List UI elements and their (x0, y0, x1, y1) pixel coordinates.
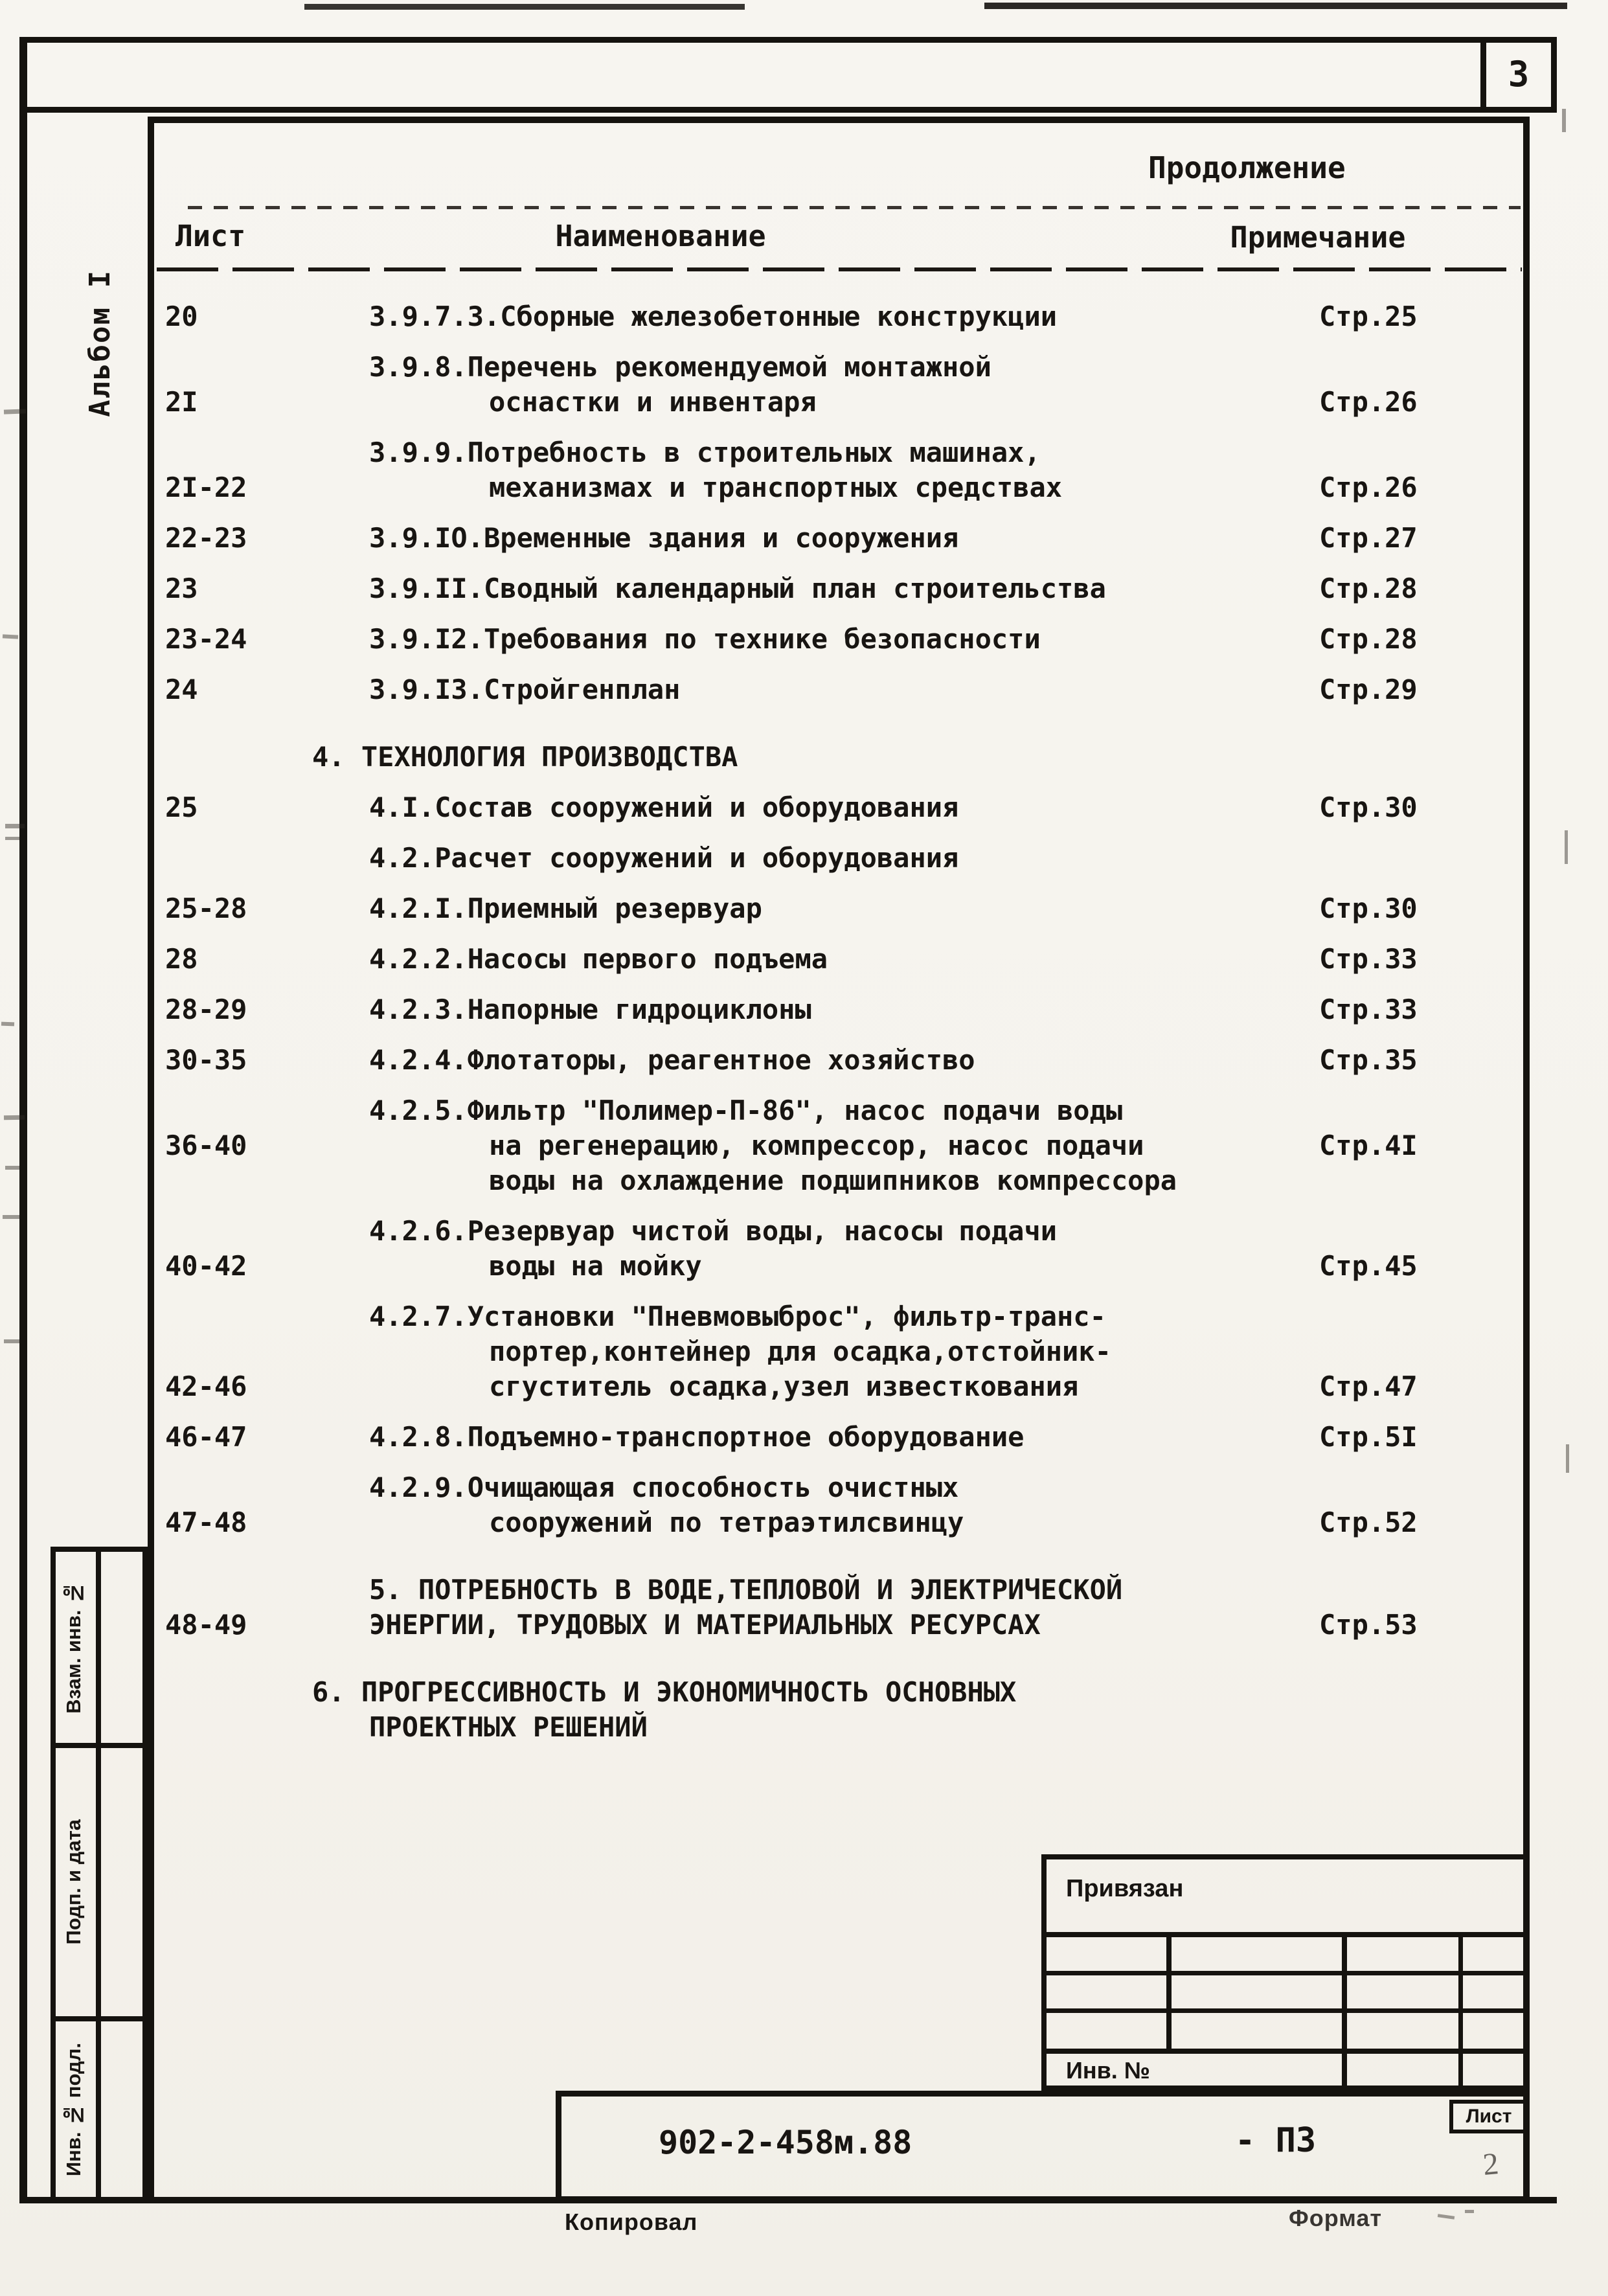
toc-entry-line: 4. ТЕХНОЛОГИЯ ПРОИЗВОДСТВА (312, 741, 738, 773)
toc-entry (369, 841, 1535, 876)
toc-entry-sheet: 42-46 (165, 1370, 247, 1402)
toc-entry (165, 350, 1535, 420)
toc-section (312, 740, 1535, 775)
sidebar-divider (56, 1743, 142, 1748)
toc-entry (165, 1299, 1535, 1404)
toc-entry-line: 4.2.9.Очищающая способность очистных (369, 1472, 959, 1503)
toc-entry-sheet: 22-23 (165, 522, 247, 554)
scan-noise (1465, 2210, 1474, 2213)
toc-entry-line: 4.2.Расчет сооружений и оборудования (369, 842, 959, 874)
title-block-line (1047, 2049, 1524, 2054)
toc-entry (165, 1043, 1535, 1078)
toc-entry-line: 3.9.IO.Временные здания и сооружения (369, 522, 959, 554)
toc-entry-line: 3.9.II.Сводный календарный план строительства (369, 573, 1106, 604)
column-header-sheet: Лист (175, 219, 246, 253)
format-label: Формат (1289, 2205, 1383, 2231)
scan-noise (5, 837, 19, 840)
toc-entry (165, 521, 1535, 556)
toc-entry-line: 6. ПРОГРЕССИВНОСТЬ И ЭКОНОМИЧНОСТЬ ОСНОВНЫХ (312, 1676, 1017, 1708)
toc-entry-note: Стр.29 (1319, 674, 1418, 705)
scan-noise (3, 1215, 19, 1219)
album-label (73, 269, 127, 417)
toc-entry-sheet: 2I (165, 386, 198, 418)
toc-entry-sheet: 28-29 (165, 994, 247, 1025)
page-left-border (19, 37, 27, 2203)
page-number-badge (1486, 40, 1551, 108)
toc-entry-sheet: 46-47 (165, 1421, 247, 1453)
top-strip-divider (1480, 37, 1486, 113)
toc-entry-sheet: 48-49 (165, 1609, 247, 1641)
toc-entry-line: на регенерацию, компрессор, насос подачи (489, 1130, 1144, 1161)
title-block-line (1166, 1932, 1172, 2054)
toc-entry-line: 4.2.8.Подъемно-транспортное оборудование (369, 1421, 1025, 1453)
header-divider (157, 267, 1522, 271)
toc-entry-note: Стр.27 (1319, 522, 1418, 554)
toc-entry-sheet: 23 (165, 573, 198, 604)
toc-entry-note: Стр.28 (1319, 623, 1418, 655)
toc-entry-sheet: 25 (165, 791, 198, 823)
scan-noise (5, 824, 25, 828)
scan-noise (4, 409, 26, 414)
toc-entry-note: Стр.26 (1319, 386, 1418, 418)
toc-entry (165, 435, 1535, 505)
toc-entry-line: 3.9.I2.Требования по технике безопасности (369, 623, 1041, 655)
toc-section (312, 1675, 1535, 1745)
toc-section (165, 1573, 1535, 1642)
toc-entry-note: Стр.45 (1319, 1250, 1418, 1282)
sidebar-cell-vzam (56, 1552, 92, 1743)
toc-entry-note: Стр.26 (1319, 472, 1418, 503)
toc-entry-line: ПРОЕКТНЫХ РЕШЕНИЙ (369, 1711, 648, 1743)
inventory-number-label: Инв. № (1066, 2057, 1150, 2084)
toc-entry (165, 571, 1535, 606)
doc-number-strip (556, 2091, 1530, 2202)
toc-entry-sheet: 23-24 (165, 623, 247, 655)
scan-noise (1562, 109, 1566, 132)
toc-entry (165, 1214, 1535, 1284)
scan-noise (3, 634, 18, 639)
scan-noise (4, 1339, 19, 1343)
toc-entry (165, 992, 1535, 1027)
toc-entry-note: Стр.5I (1319, 1421, 1418, 1453)
toc-entry (165, 790, 1535, 825)
toc-entry (165, 1420, 1535, 1455)
scan-noise (5, 1166, 19, 1170)
toc-entry-sheet: 30-35 (165, 1044, 247, 1076)
toc-entry (165, 1470, 1535, 1540)
toc-entry-line: ЭНЕРГИИ, ТРУДОВЫХ И МАТЕРИАЛЬНЫХ РЕСУРСАХ (369, 1609, 1041, 1641)
toc-entry-note: Стр.53 (1319, 1609, 1418, 1641)
scan-noise (1566, 1444, 1569, 1473)
toc-entry-note: Стр.25 (1319, 301, 1418, 332)
toc-entry-note: Стр.4I (1319, 1130, 1418, 1161)
toc-entry-sheet: 2I-22 (165, 472, 247, 503)
top-strip-divider (1551, 37, 1557, 113)
dashed-divider (188, 206, 1521, 209)
toc-entry-note: Стр.30 (1319, 791, 1418, 823)
toc-entry (165, 672, 1535, 707)
toc-entry-line: 5. ПОТРЕБНОСТЬ В ВОДЕ,ТЕПЛОВОЙ И ЭЛЕКТРИЧЕСКОЙ (369, 1574, 1123, 1606)
toc-entry-line: 4.2.4.Флотаторы, реагентное хозяйство (369, 1044, 975, 1076)
title-block-line (1047, 1932, 1524, 1937)
title-block-line (1342, 1932, 1347, 2086)
toc-entry-line: воды на охлаждение подшипников компрессора (489, 1165, 1177, 1196)
toc-entry-sheet: 47-48 (165, 1506, 247, 1538)
toc-entry-note: Стр.47 (1319, 1370, 1418, 1402)
sidebar-divider (96, 1552, 101, 2198)
toc-entry-line: 4.2.7.Установки "Пневмовыброс", фильтр-транс- (369, 1301, 1106, 1332)
toc-entry (165, 1093, 1535, 1198)
sidebar-divider (56, 2016, 142, 2021)
column-header-note: Примечание (1230, 220, 1406, 255)
toc-entry-line: сооружений по тетраэтилсвинцу (489, 1506, 964, 1538)
toc-entry-sheet: 24 (165, 674, 198, 705)
binding-label: Привязан (1066, 1875, 1184, 1902)
toc-entry-line: 3.9.7.3.Сборные железобетонные конструкции (369, 301, 1058, 332)
sheet-label-box (1449, 2100, 1528, 2133)
toc-list (165, 299, 1535, 1760)
toc-entry-line: 3.9.I3.Стройгенплан (369, 674, 681, 705)
sidebar-label-vzam: Взам. инв. № (62, 1581, 85, 1714)
top-strip-line (19, 107, 1557, 113)
toc-entry-line: 4.2.2.Насосы первого подъема (369, 943, 828, 975)
toc-entry-line: 4.2.5.Фильтр "Полимер-П-86", насос подачи воды (369, 1095, 1123, 1126)
stamp-sidebar (51, 1547, 148, 2203)
doc-number: 902-2-458м.88 (659, 2124, 912, 2161)
toc-entry-line: 4.I.Состав сооружений и оборудования (369, 791, 959, 823)
toc-entry-sheet: 28 (165, 943, 198, 975)
page-number: 3 (1508, 53, 1530, 95)
toc-entry-note: Стр.33 (1319, 943, 1418, 975)
album-label-text: Альбом I (83, 269, 117, 417)
sheet-number-pencil: 2 (1481, 2146, 1500, 2182)
toc-entry-note: Стр.28 (1319, 573, 1418, 604)
toc-entry (165, 299, 1535, 334)
toc-entry-sheet: 20 (165, 301, 198, 332)
title-block-line (1458, 1932, 1463, 2086)
title-block (1041, 1854, 1530, 2091)
sidebar-label-inv: Инв. № подл. (62, 2043, 85, 2177)
sidebar-cell-podp (56, 1748, 92, 2016)
toc-entry (165, 942, 1535, 977)
top-strip-line (19, 37, 1557, 43)
sidebar-cell-inv (56, 2021, 92, 2198)
toc-entry-line: 4.2.3.Напорные гидроциклоны (369, 994, 811, 1025)
toc-entry-note: Стр.30 (1319, 892, 1418, 924)
toc-entry-line: 3.9.8.Перечень рекомендуемой монтажной (369, 351, 991, 383)
toc-entry-sheet: 36-40 (165, 1130, 247, 1161)
toc-entry-note: Стр.33 (1319, 994, 1418, 1025)
toc-entry-note: Стр.35 (1319, 1044, 1418, 1076)
toc-entry-line: механизмах и транспортных средствах (489, 472, 1063, 503)
toc-entry-note: Стр.52 (1319, 1506, 1418, 1538)
toc-entry-sheet: 25-28 (165, 892, 247, 924)
doc-type: - ПЗ (1235, 2121, 1317, 2160)
scan-noise (1565, 830, 1568, 864)
toc-entry-sheet: 40-42 (165, 1250, 247, 1282)
toc-entry-line: оснастки и инвентаря (489, 386, 817, 418)
toc-entry-line: 3.9.9.Потребность в строительных машинах, (369, 437, 1041, 468)
title-block-line (1047, 2008, 1524, 2013)
toc-entry-line: 4.2.6.Резервуар чистой воды, насосы подачи (369, 1215, 1058, 1247)
toc-entry (165, 622, 1535, 657)
scan-noise (1, 1022, 14, 1027)
toc-entry-line: 4.2.I.Приемный резервуар (369, 892, 762, 924)
continuation-label: Продолжение (1148, 150, 1346, 185)
toc-entry-line: портер,контейнер для осадка,отстойник- (489, 1336, 1111, 1367)
scan-noise (1438, 2214, 1455, 2220)
sheet-label: Лист (1466, 2106, 1512, 2127)
toc-entry-line: воды на мойку (489, 1250, 702, 1282)
scan-noise (304, 4, 745, 10)
toc-entry (165, 891, 1535, 926)
title-block-line (1047, 1971, 1524, 1975)
toc-entry-line: сгуститель осадка,узел известкования (489, 1370, 1079, 1402)
column-header-name: Наименование (555, 219, 766, 253)
scan-noise (984, 3, 1567, 9)
copied-by-label: Копировал (565, 2209, 698, 2235)
scan-noise (4, 1115, 25, 1120)
sidebar-label-podp: Подп. и дата (62, 1819, 85, 1945)
